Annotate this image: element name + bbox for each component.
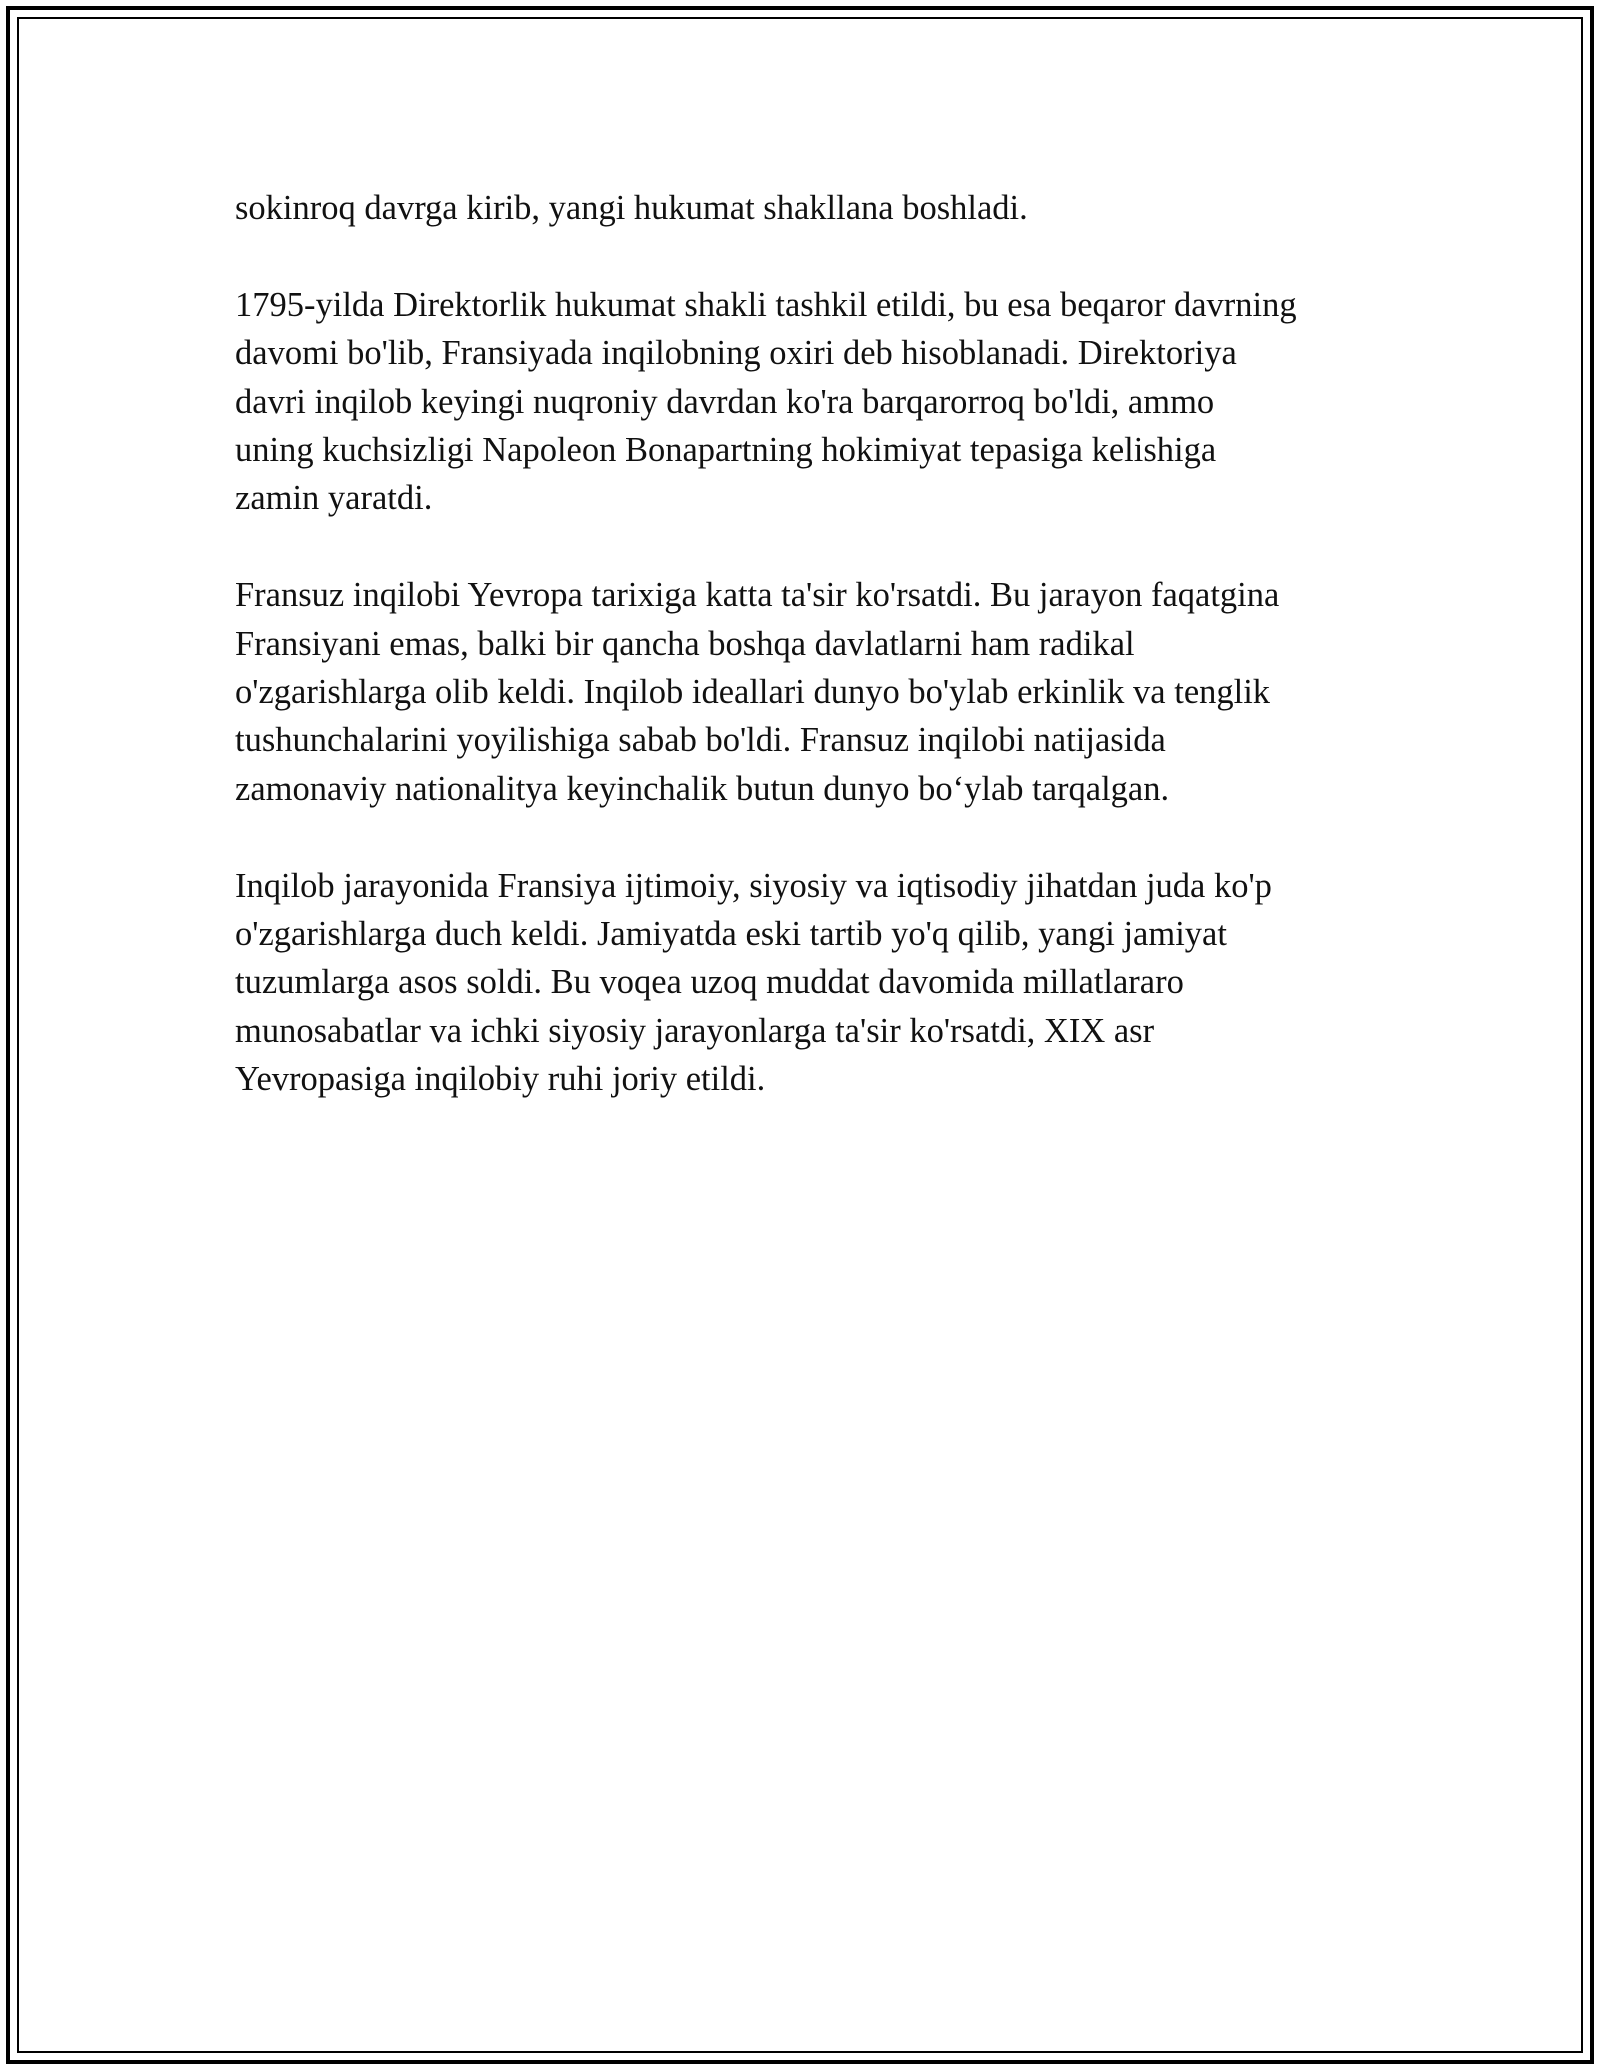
paragraph-1	[235, 184, 1375, 232]
text-line: Fransuz inqilobi Yevropa tarixiga katta ta'sir ko'rsatdi. Bu jarayon faqatgina	[235, 576, 1280, 615]
text-line: sokinroq davrga kirib, yangi hukumat shakllana boshladi.	[235, 189, 1028, 227]
paragraph-3	[235, 571, 1375, 813]
text-line: Inqilob jarayonida Fransiya ijtimoiy, siyosiy va iqtisodiy jihatdan juda ko'p	[235, 866, 1272, 905]
text-line: davri inqilob keyingi nuqroniy davrdan ko'ra barqarorroq bo'ldi, ammo	[235, 382, 1215, 421]
text-line: munosabatlar va ichki siyosiy jarayonlarga ta'sir ko'rsatdi, XIX asr	[235, 1011, 1155, 1050]
text-line: o'zgarishlarga duch keldi. Jamiyatda eski tartib yo'q qilib, yangi jamiyat	[235, 915, 1227, 954]
text-line: uning kuchsizligi Napoleon Bonapartning hokimiyat tepasiga kelishiga	[235, 431, 1217, 470]
text-line: zamin yaratdi.	[235, 479, 433, 518]
text-line: Fransiyani emas, balki bir qancha boshqa davlatlarni ham radikal	[235, 624, 1135, 663]
text-line: Yevropasiga inqilobiy ruhi joriy etildi.	[235, 1060, 766, 1099]
text-line: o'zgarishlarga olib keldi. Inqilob ideallari dunyo bo'ylab erkinlik va tenglik	[235, 673, 1271, 712]
document-body	[235, 184, 1375, 1152]
text-line: zamonaviy nationalitya keyinchalik butun dunyo bo‘ylab tarqalgan.	[235, 769, 1170, 808]
text-line: 1795-yilda Direktorlik hukumat shakli tashkil etildi, bu esa beqaror davrning	[235, 285, 1297, 324]
text-line: tuzumlarga asos soldi. Bu voqea uzoq muddat davomida millatlararo	[235, 963, 1184, 1002]
text-line: davomi bo'lib, Fransiyada inqilobning oxiri deb hisoblanadi. Direktoriya	[235, 334, 1237, 373]
paragraph-2	[235, 281, 1375, 523]
text-line: tushunchalarini yoyilishiga sabab bo'ldi. Fransuz inqilobi natijasida	[235, 721, 1166, 760]
paragraph-4	[235, 862, 1375, 1104]
